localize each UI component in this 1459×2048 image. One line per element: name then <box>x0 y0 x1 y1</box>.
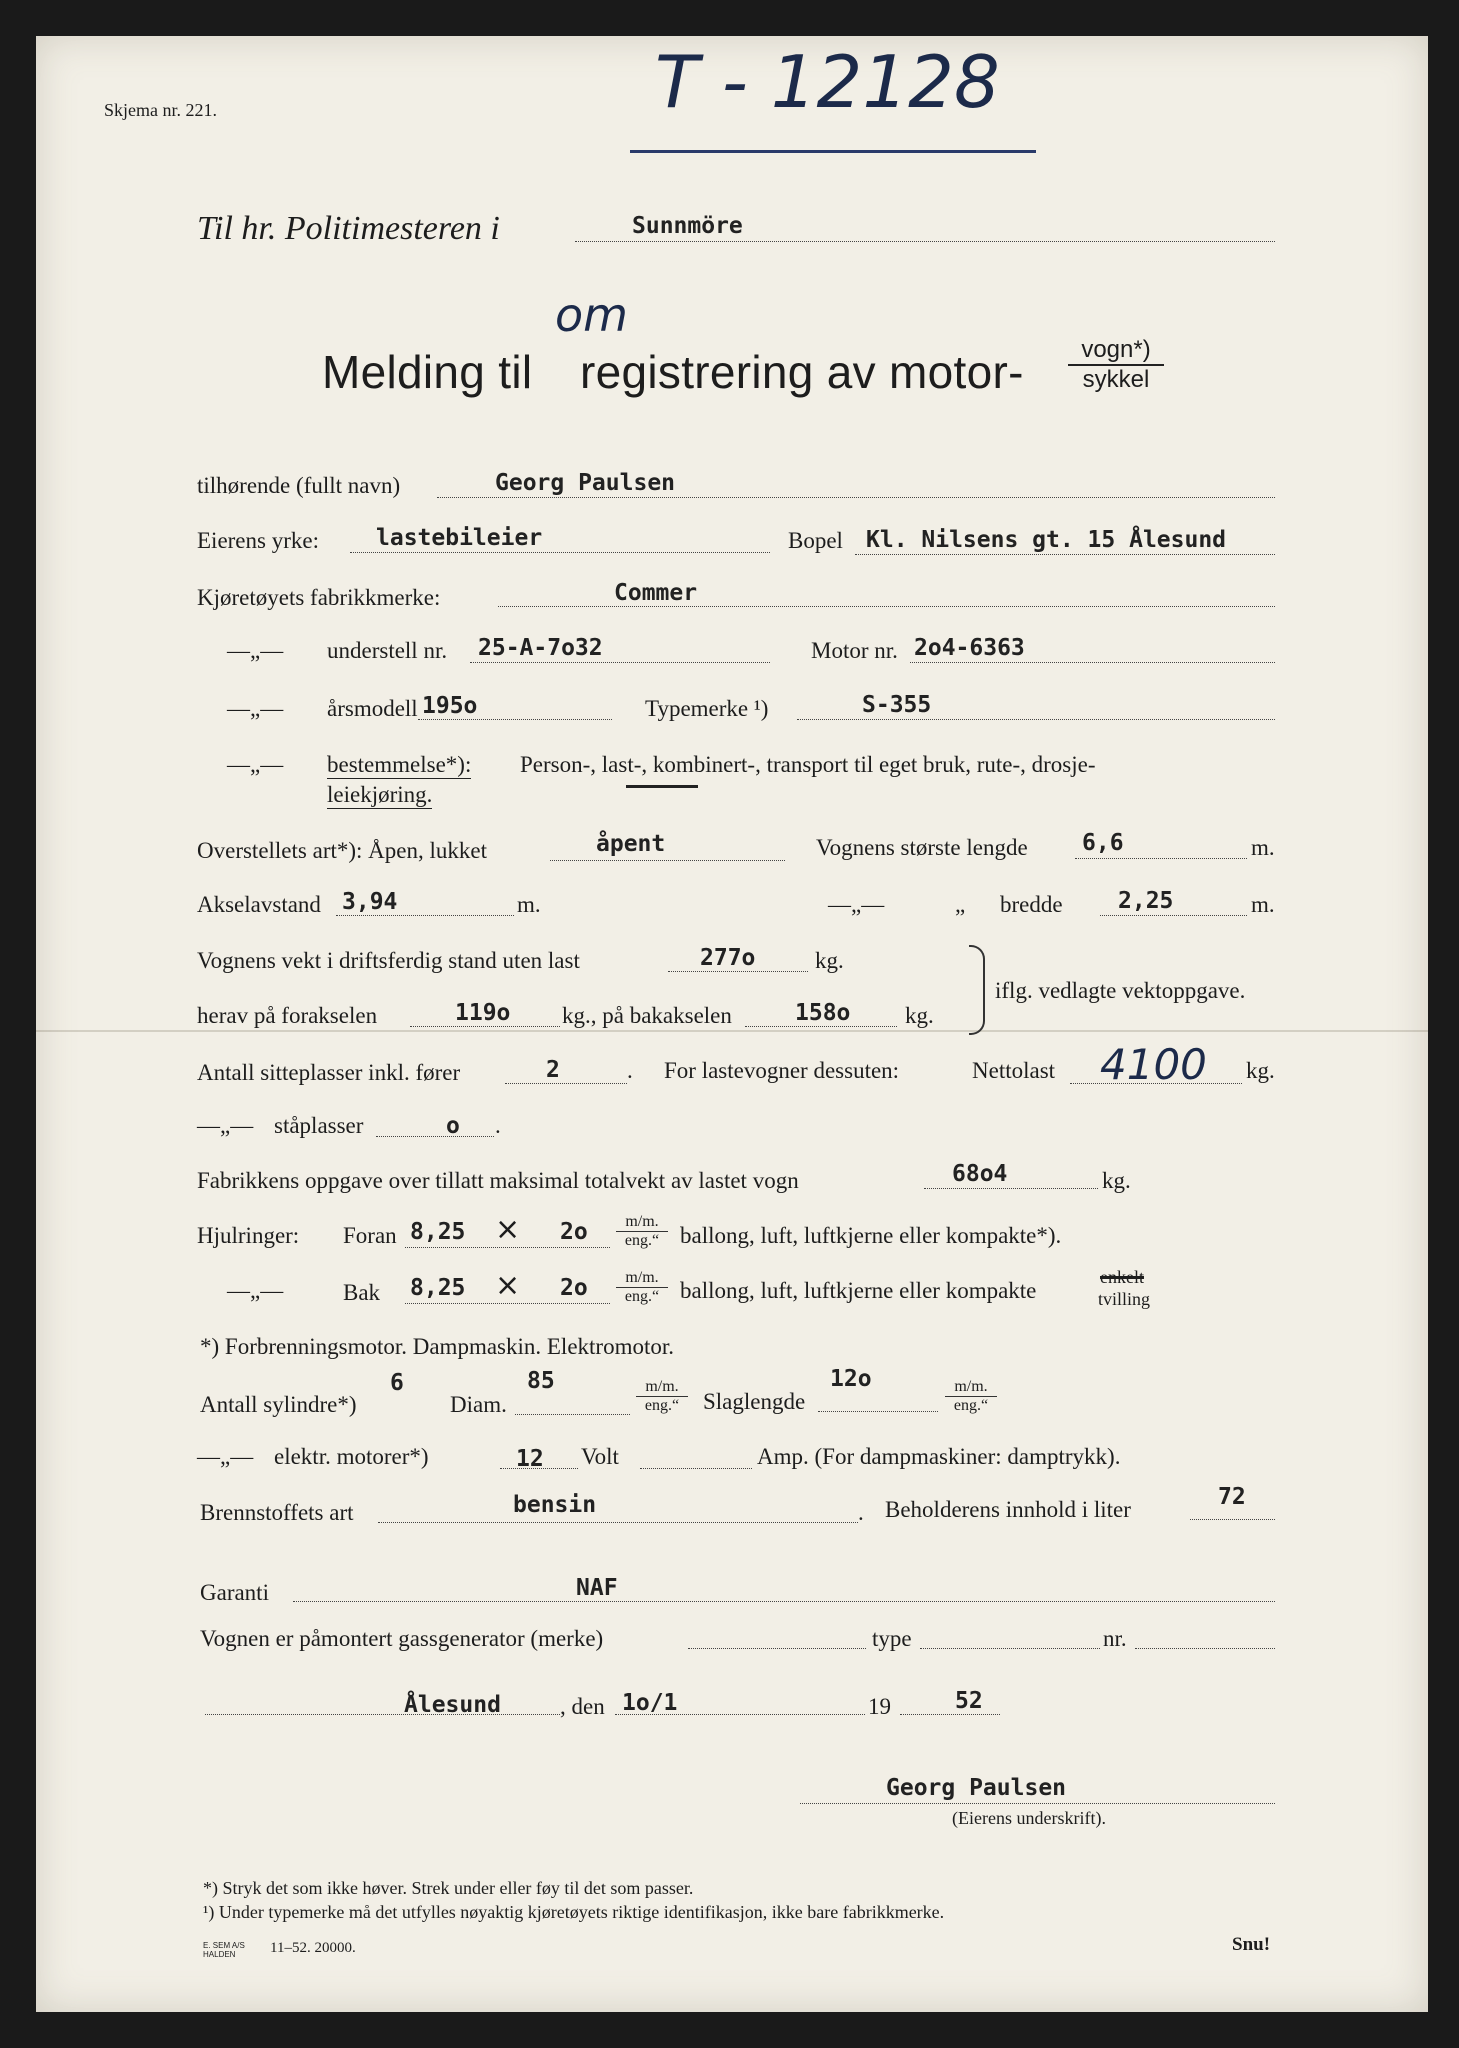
engine-kinds: *) Forbrenningsmotor. Dampmaskin. Elektromotor. <box>200 1334 675 1359</box>
tires-front-types: ballong, luft, luftkjerne eller kompakte*). <box>680 1223 1062 1248</box>
occupation-label: Eierens yrke: <box>197 528 319 553</box>
rear-axle-value: 158o <box>795 1000 851 1026</box>
gasgen-label: Vognen er påmontert gassgenerator (merke) <box>200 1626 604 1651</box>
printer-line-1: E. SEM A/S <box>203 1941 245 1950</box>
front-axle-label: herav på forakselen <box>197 1003 378 1028</box>
gasgen-nr-label: nr. <box>1103 1626 1127 1651</box>
stroke-label: Slaglengde <box>703 1389 806 1414</box>
ditto-mark: —„— <box>227 638 284 663</box>
owner-signature: Georg Paulsen <box>886 1775 1067 1801</box>
tires-front-unit-top: m/m. <box>616 1213 668 1232</box>
address-label: Bopel <box>788 528 843 553</box>
address-value: Kl. Nilsens gt. 15 Ålesund <box>866 527 1227 553</box>
printer-line-2: HALDEN <box>203 1950 236 1959</box>
diam-value: 85 <box>527 1368 555 1394</box>
tank-label: Beholderens innhold i liter <box>885 1497 1131 1522</box>
tires-front-unit-bottom: eng.“ <box>624 1232 660 1249</box>
standing-label: ståplasser <box>274 1113 364 1138</box>
purpose-label: bestemmelse*): <box>327 752 472 777</box>
netload-unit: kg. <box>1246 1058 1275 1083</box>
volt-label: Volt <box>581 1444 619 1469</box>
ditto-mark: —„— <box>828 892 885 917</box>
model-year-label: årsmodell <box>327 696 418 721</box>
signature-year-suffix: 52 <box>955 1688 983 1714</box>
seats-value: 2 <box>546 1057 560 1083</box>
tires-rear-unit-bottom: eng.“ <box>624 1288 660 1305</box>
tires-rear-types: ballong, luft, luftkjerne eller kompakte <box>680 1278 1037 1303</box>
turn-over: Snu! <box>1232 1934 1271 1955</box>
signature-date: 1o/1 <box>622 1690 678 1716</box>
seats-label: Antall sitteplasser inkl. fører <box>197 1060 461 1085</box>
make-label: Kjøretøyets fabrikkmerke: <box>197 585 441 610</box>
stroke-unit-top: m/m. <box>945 1378 997 1397</box>
model-year-value: 195o <box>422 693 478 719</box>
handwritten-reference: T - 12128 <box>655 40 1000 124</box>
print-run: 11–52. 20000. <box>270 1940 356 1956</box>
weight-unit: kg. <box>815 948 844 973</box>
purpose-options: Person-, last-, kombinert-, transport til eget bruk, rute-, drosje- <box>520 752 1096 777</box>
purpose-underline-last <box>626 785 698 788</box>
width-unit: m. <box>1251 892 1275 917</box>
make-value: Commer <box>614 580 698 606</box>
width-value: 2,25 <box>1118 888 1174 914</box>
footnote-2: ¹) Under typemerke må det utfylles nøyaktig kjøretøyets riktige identifikasjon, ikke bare fabrikkmerke. <box>203 1902 945 1922</box>
length-value: 6,6 <box>1082 830 1124 856</box>
tires-rear-struck: enkelt <box>1100 1267 1144 1287</box>
title-main: registrering av motor- <box>580 346 1024 398</box>
chassis-label: understell nr. <box>327 638 448 663</box>
weight-brace <box>969 945 985 1035</box>
stroke-value: 12o <box>830 1366 872 1392</box>
fuel-label: Brennstoffets art <box>200 1500 354 1525</box>
front-axle-value: 119o <box>455 1000 511 1026</box>
length-unit: m. <box>1251 835 1275 860</box>
length-label: Vognens største lengde <box>816 835 1028 860</box>
wheelbase-label: Akselavstand <box>197 892 321 917</box>
wheelbase-unit: m. <box>517 892 541 917</box>
netload-label: Nettolast <box>972 1058 1056 1083</box>
occupation-value: lastebileier <box>376 525 543 551</box>
maxweight-unit: kg. <box>1102 1168 1131 1193</box>
tires-label: Hjulringer: <box>197 1223 300 1248</box>
footnote-1: *) Stryk det som ikke høver. Strek under eller føy til det som passer. <box>203 1878 694 1898</box>
title-frac-top: vogn*) <box>1068 336 1164 366</box>
signature-year-prefix: 19 <box>868 1694 891 1719</box>
title-prefix: Melding til <box>322 346 533 398</box>
rear-axle-label: kg., på bakakselen <box>562 1003 732 1028</box>
freight-label: For lastevogner dessuten: <box>664 1058 900 1083</box>
cylinders-label: Antall sylindre*) <box>200 1392 357 1417</box>
gasgen-type-label: type <box>872 1626 912 1651</box>
standing-value: o <box>446 1113 460 1139</box>
tank-value: 72 <box>1218 1484 1246 1510</box>
motor-value: 2o4-6363 <box>914 635 1025 661</box>
owner-name-label: tilhørende (fullt navn) <box>197 473 401 498</box>
tires-front-rim: 2o <box>560 1219 588 1245</box>
maxweight-value: 68o4 <box>952 1161 1008 1187</box>
fuel-value: bensin <box>513 1492 597 1518</box>
netload-value: 4100 <box>1100 1040 1207 1089</box>
rear-axle-unit: kg. <box>905 1003 934 1028</box>
signature-den: , den <box>560 1694 605 1719</box>
maxweight-label: Fabrikkens oppgave over tillatt maksimal totalvekt av lastet vogn <box>197 1168 799 1193</box>
volt-value: 12 <box>516 1446 544 1472</box>
width-label: bredde <box>1000 892 1063 917</box>
tires-rear-unit-top: m/m. <box>616 1269 668 1288</box>
title-frac-bottom: sykkel <box>1082 366 1150 393</box>
ditto-mark: —„— <box>197 1113 254 1138</box>
signature-caption: (Eierens underskrift). <box>952 1808 1106 1828</box>
ditto-mark: —„— <box>227 696 284 721</box>
body-value: åpent <box>596 831 666 857</box>
owner-name-value: Georg Paulsen <box>495 470 676 496</box>
body-label: Overstellets art*): Åpen, lukket <box>197 838 487 863</box>
tires-front-size: 8,25 <box>410 1219 466 1245</box>
tires-rear-size: 8,25 <box>410 1275 466 1301</box>
stroke-unit-bottom: eng.“ <box>953 1397 989 1414</box>
cylinders-value: 6 <box>390 1370 404 1396</box>
weight-value: 277o <box>700 945 756 971</box>
tires-rear-twin: tvilling <box>1098 1289 1151 1309</box>
signature-place: Ålesund <box>404 1692 501 1718</box>
type-value: S-355 <box>862 692 932 718</box>
electric-label: elektr. motorer*) <box>274 1444 429 1469</box>
ditto-mark: —„— <box>227 1278 284 1303</box>
type-label: Typemerke ¹) <box>645 696 769 721</box>
weight-label: Vognens vekt i driftsferdig stand uten last <box>197 948 580 973</box>
guarantee-label: Garanti <box>200 1580 269 1605</box>
amp-label: Amp. (For dampmaskiner: damptrykk). <box>757 1444 1121 1469</box>
recipient-label: Til hr. Politimesteren i <box>197 210 500 247</box>
tires-front-label: Foran <box>343 1223 397 1248</box>
reference-underline <box>630 150 1036 153</box>
title-insert: om <box>555 288 628 342</box>
guarantee-value: NAF <box>576 1575 618 1601</box>
tires-rear-rim: 2o <box>560 1275 588 1301</box>
ditto-mark: —„— <box>197 1444 254 1469</box>
fold-crease <box>36 1030 1428 1032</box>
width-ditto: „ <box>955 892 966 917</box>
wheelbase-value: 3,94 <box>342 889 398 915</box>
purpose-line2: leiekjøring. <box>327 782 433 807</box>
schema-number: Skjema nr. 221. <box>104 100 217 120</box>
tires-rear-times: × <box>495 1268 521 1303</box>
tires-front-times: × <box>495 1212 521 1247</box>
chassis-value: 25-A-7o32 <box>478 635 603 661</box>
diam-unit-bottom: eng.“ <box>644 1397 680 1414</box>
motor-label: Motor nr. <box>811 638 898 663</box>
ditto-mark: —„— <box>227 752 284 777</box>
tires-rear-label: Bak <box>343 1280 381 1305</box>
weight-note: iflg. vedlagte vektoppgave. <box>995 978 1246 1003</box>
diam-unit-top: m/m. <box>636 1378 688 1397</box>
recipient-value: Sunnmöre <box>632 213 743 239</box>
diam-label: Diam. <box>450 1392 507 1417</box>
